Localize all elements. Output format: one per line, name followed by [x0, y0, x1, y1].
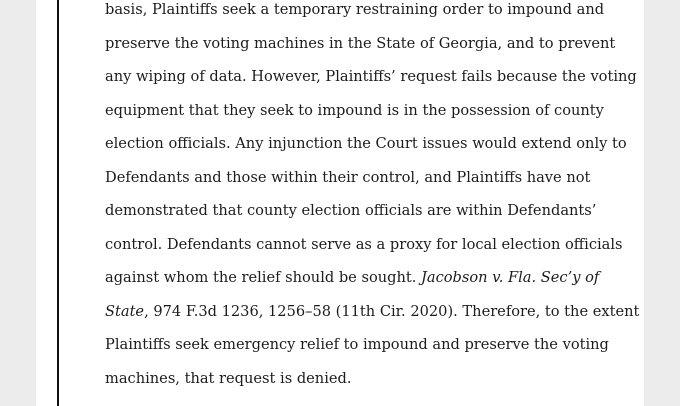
text-line-9-lead: against whom the relief should be sought.: [105, 269, 422, 286]
text-line-6: Defendants and those within their control, and Plaintiffs have not: [105, 169, 591, 186]
text-line-2: preserve the voting machines in the State of Georgia, and to prevent: [105, 35, 616, 52]
text-line-10-tail: , 974 F.3d 1236, 1256–58 (11th Cir. 2020). Therefore, to the extent: [144, 303, 640, 320]
case-citation-name: Jacobson v. Fla. Sec’y of: [421, 269, 600, 286]
text-line-3: any wiping of data. However, Plaintiffs’ request fails because the voting: [105, 68, 637, 85]
text-line-11: Plaintiffs seek emergency relief to impound and preserve the voting: [105, 336, 609, 353]
text-line-4: equipment that they seek to impound is in the possession of county: [105, 102, 604, 119]
text-line-10: [105, 303, 639, 321]
margin-rule: [57, 0, 59, 406]
text-line-8: control. Defendants cannot serve as a proxy for local election officials: [105, 236, 623, 253]
text-line-1: basis, Plaintiffs seek a temporary restraining order to impound and: [105, 1, 605, 18]
text-line-7: demonstrated that county election officials are within Defendants’: [105, 202, 597, 219]
case-citation-name-cont: State: [105, 303, 145, 320]
text-line-9: [105, 269, 599, 287]
text-line-5: election officials. Any injunction the Court issues would extend only to: [105, 135, 627, 152]
text-line-12: machines, that request is denied.: [105, 370, 352, 387]
